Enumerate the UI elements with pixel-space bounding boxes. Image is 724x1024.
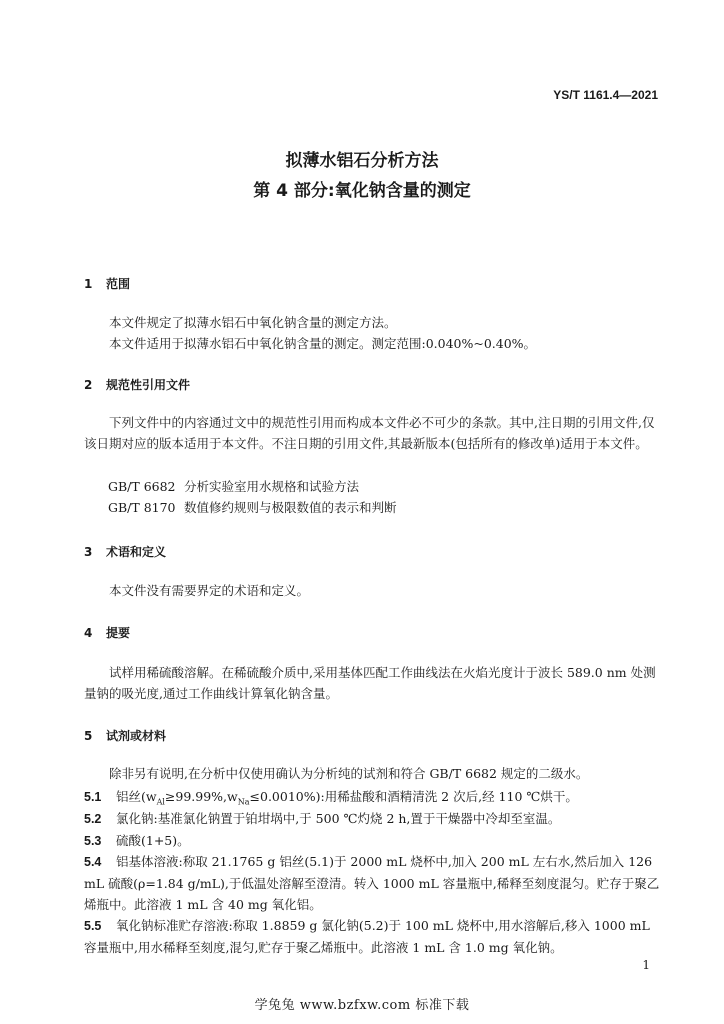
paragraph: 试样用稀硫酸溶解。在稀硫酸介质中,采用基体匹配工作曲线法在火焰光度计于波长 589.0 nm 处测量钠的吸光度,通过工作曲线计算氧化钠含量。 xyxy=(84,665,656,701)
document-title: 拟薄水铝石分析方法 xyxy=(285,151,439,171)
page-number: 1 xyxy=(642,958,650,972)
section-1-heading xyxy=(84,275,130,292)
section-title: 规范性引用文件 xyxy=(106,378,191,392)
clause-text: ≤0.0010%):用稀盐酸和酒精清洗 2 次后,经 110 ℃烘干。 xyxy=(249,789,578,804)
clause-5-2 xyxy=(84,808,660,830)
section-5-heading xyxy=(84,727,166,744)
section-number: 2 xyxy=(84,378,93,392)
section-3-heading xyxy=(84,543,166,560)
paragraph: 本文件规定了拟薄水铝石中氧化钠含量的测定方法。 xyxy=(109,315,397,330)
clause-number: 5.5 xyxy=(84,919,102,933)
standard-number: YS/T 1161.4—2021 xyxy=(553,88,658,102)
section-number: 3 xyxy=(84,545,93,559)
subscript: Al xyxy=(156,797,165,807)
section-number: 1 xyxy=(84,277,93,291)
paragraph: 除非另有说明,在分析中仅使用确认为分析纯的试剂和符合 GB/T 6682 规定的二级水。 xyxy=(109,766,589,781)
clause-number: 5.1 xyxy=(84,790,102,804)
reference-title: 分析实验室用水规格和试验方法 xyxy=(184,479,360,494)
clause-5-4 xyxy=(84,851,660,915)
section-number: 4 xyxy=(84,626,93,640)
section-title: 提要 xyxy=(106,626,131,640)
reference-code: GB/T 6682 xyxy=(108,479,176,494)
section-title: 试剂或材料 xyxy=(106,729,167,743)
section-title: 范围 xyxy=(106,277,131,291)
document-subtitle: 第 4 部分:氧化钠含量的测定 xyxy=(253,181,471,201)
clause-text: 氯化钠:基准氯化钠置于铂坩埚中,于 500 ℃灼烧 2 h,置于干燥器中冷却至室温。 xyxy=(116,811,561,826)
section-4-heading xyxy=(84,624,130,641)
clause-number: 5.4 xyxy=(84,855,102,869)
footer-watermark: 学兔兔 www.bzfxw.com 标准下载 xyxy=(254,998,470,1013)
section-2-heading xyxy=(84,376,190,393)
reference-title: 数值修约规则与极限数值的表示和判断 xyxy=(184,500,397,515)
section-number: 5 xyxy=(84,729,93,743)
clause-text: 硫酸(1+5)。 xyxy=(116,833,190,848)
reference-item xyxy=(108,498,397,516)
reference-item xyxy=(108,477,359,495)
paragraph: 下列文件中的内容通过文中的规范性引用而构成本文件必不可少的条款。其中,注日期的引用文件,仅该日期对应的版本适用于本文件。不注日期的引用文件,其最新版本(包括所有的修改单)适用于本文件。 xyxy=(84,415,655,451)
clause-5-5 xyxy=(84,915,660,958)
clause-text: 铝丝(w xyxy=(116,789,157,804)
clause-text: ≥99.99%,w xyxy=(164,789,238,804)
clause-text: 铝基体溶液:称取 21.1765 g 铝丝(5.1)于 2000 mL 烧杯中,加入 200 mL 左右水,然后加入 126 mL 硫酸(ρ=1.84 g/mL),于低温处溶解至澄清。转入 1000 mL 容量瓶中,稀释至刻度混匀。贮存于聚乙烯瓶中。此溶液 1 mL 含 40 mg 氧化铝。 xyxy=(84,854,660,912)
paragraph: 本文件没有需要界定的术语和定义。 xyxy=(109,583,310,598)
paragraph: 本文件适用于拟薄水铝石中氧化钠含量的测定。测定范围:0.040%~0.40%。 xyxy=(109,336,537,351)
clause-text: 氧化钠标准贮存溶液:称取 1.8859 g 氯化钠(5.2)于 100 mL 烧杯中,用水溶解后,移入 1000 mL 容量瓶中,用水稀释至刻度,混匀,贮存于聚乙烯瓶中。此溶液 1 mL 含 1.0 mg 氧化钠。 xyxy=(84,918,650,955)
subscript: Na xyxy=(237,797,250,807)
clause-number: 5.3 xyxy=(84,834,102,848)
clause-5-3 xyxy=(84,830,660,852)
section-title: 术语和定义 xyxy=(106,545,167,559)
clause-number: 5.2 xyxy=(84,812,102,826)
reference-code: GB/T 8170 xyxy=(108,500,176,515)
